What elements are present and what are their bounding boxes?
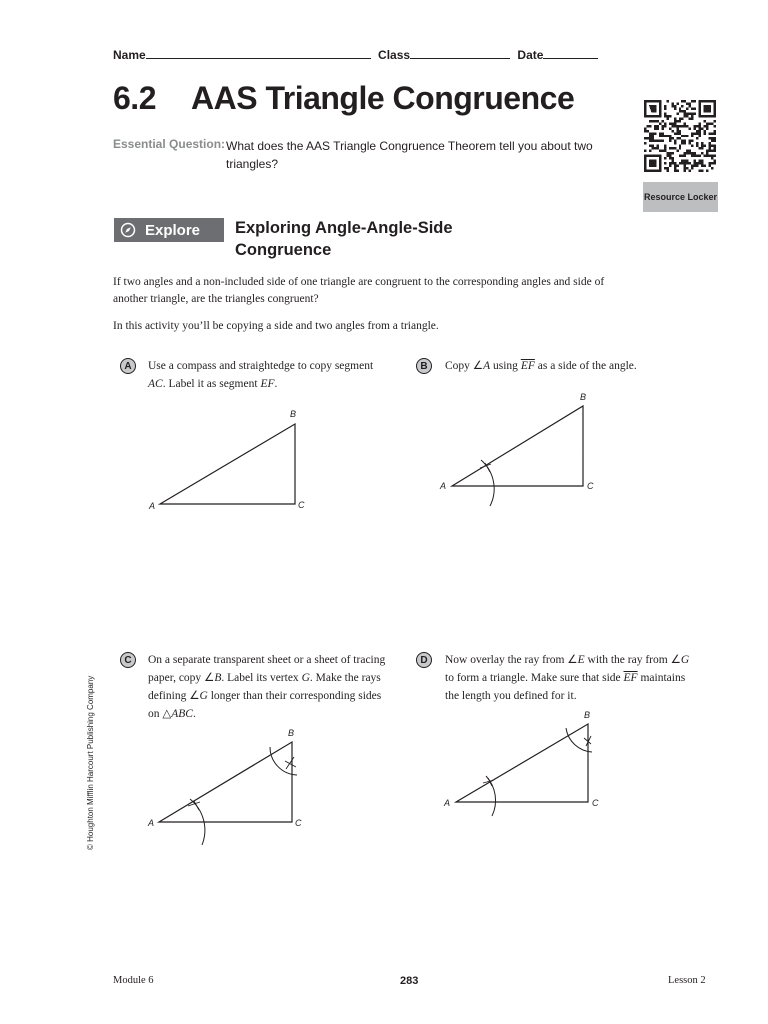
label-a: A (444, 798, 451, 808)
student-info-line (113, 46, 598, 62)
qr-code-icon[interactable] (644, 100, 716, 172)
triangle-abc (452, 406, 583, 486)
label-c: C (587, 481, 594, 491)
date-field[interactable] (543, 46, 598, 59)
compass-icon (120, 222, 136, 238)
class-field[interactable] (410, 46, 510, 59)
step-b-text: Copy ∠A using $\overline{EF}$ as a side of the angle. (445, 360, 637, 372)
lesson-number: 6.2 (113, 80, 156, 116)
label-a: A (440, 481, 447, 491)
step-a-badge: A (120, 358, 136, 374)
figure-c (140, 723, 320, 848)
label-c: C (592, 798, 599, 808)
label-c: C (298, 500, 305, 510)
resource-locker-button[interactable]: Resource Locker (643, 182, 718, 212)
explore-intro: If two angles and a non-included side of one triangle are congruent to the corresponding angles and side of another triangle, are the triangles congruent? (113, 276, 605, 305)
step-c-badge: C (120, 652, 136, 668)
step-c-text: On a separate transparent sheet or a sheet of tracing paper, copy ∠B. Label its vertex G. Make the rays defining ∠G longer than their corresponding sides on △ABC. (148, 654, 386, 720)
copyright-notice: © Houghton Mifflin Harcourt Publishing Company (86, 675, 95, 850)
figure-d (440, 706, 620, 826)
class-label: Class (378, 48, 411, 62)
label-b: B (288, 728, 295, 738)
explore-activity: In this activity you’ll be copying a side and two angles from a triangle. (113, 320, 439, 332)
triangle-abc (159, 742, 292, 822)
footer-page-number: 283 (400, 975, 419, 987)
arc-tick-b (285, 757, 296, 769)
label-a: A (149, 501, 156, 511)
explore-tab-label: Explore (145, 221, 201, 239)
figure-b (435, 388, 615, 513)
step-d-text: Now overlay the ray from ∠E with the ray from ∠G to form a triangle. Make sure that side $\overline{EF}$ maintains the length you defined for it. (445, 654, 690, 702)
label-b: B (584, 710, 591, 720)
name-label: Name (113, 48, 146, 62)
essential-question-text: What does the AAS Triangle Congruence Theorem tell you about two triangles? (226, 139, 593, 171)
footer-module: Module 6 (113, 975, 154, 986)
step-a-text: Use a compass and straightedge to copy segment AC. Label it as segment EF. (148, 360, 374, 390)
lesson-title (113, 80, 574, 117)
arc-tick (480, 463, 491, 472)
compass-arc-b (270, 747, 297, 775)
explore-tab (114, 218, 224, 242)
triangle-abc (160, 424, 295, 504)
figure-a (140, 405, 320, 515)
footer-lesson: Lesson 2 (668, 975, 706, 986)
name-field[interactable] (146, 46, 371, 59)
label-b: B (290, 409, 297, 419)
step-d-badge: D (416, 652, 432, 668)
step-b-badge: B (416, 358, 432, 374)
explore-title: Exploring Angle-Angle-Side Congruence (235, 219, 453, 259)
label-c: C (295, 818, 302, 828)
date-label: Date (517, 48, 544, 62)
label-a: A (148, 818, 155, 828)
essential-question-label: Essential Question: (113, 137, 226, 151)
label-b: B (580, 392, 587, 402)
lesson-title-text: AAS Triangle Congruence (191, 80, 575, 116)
